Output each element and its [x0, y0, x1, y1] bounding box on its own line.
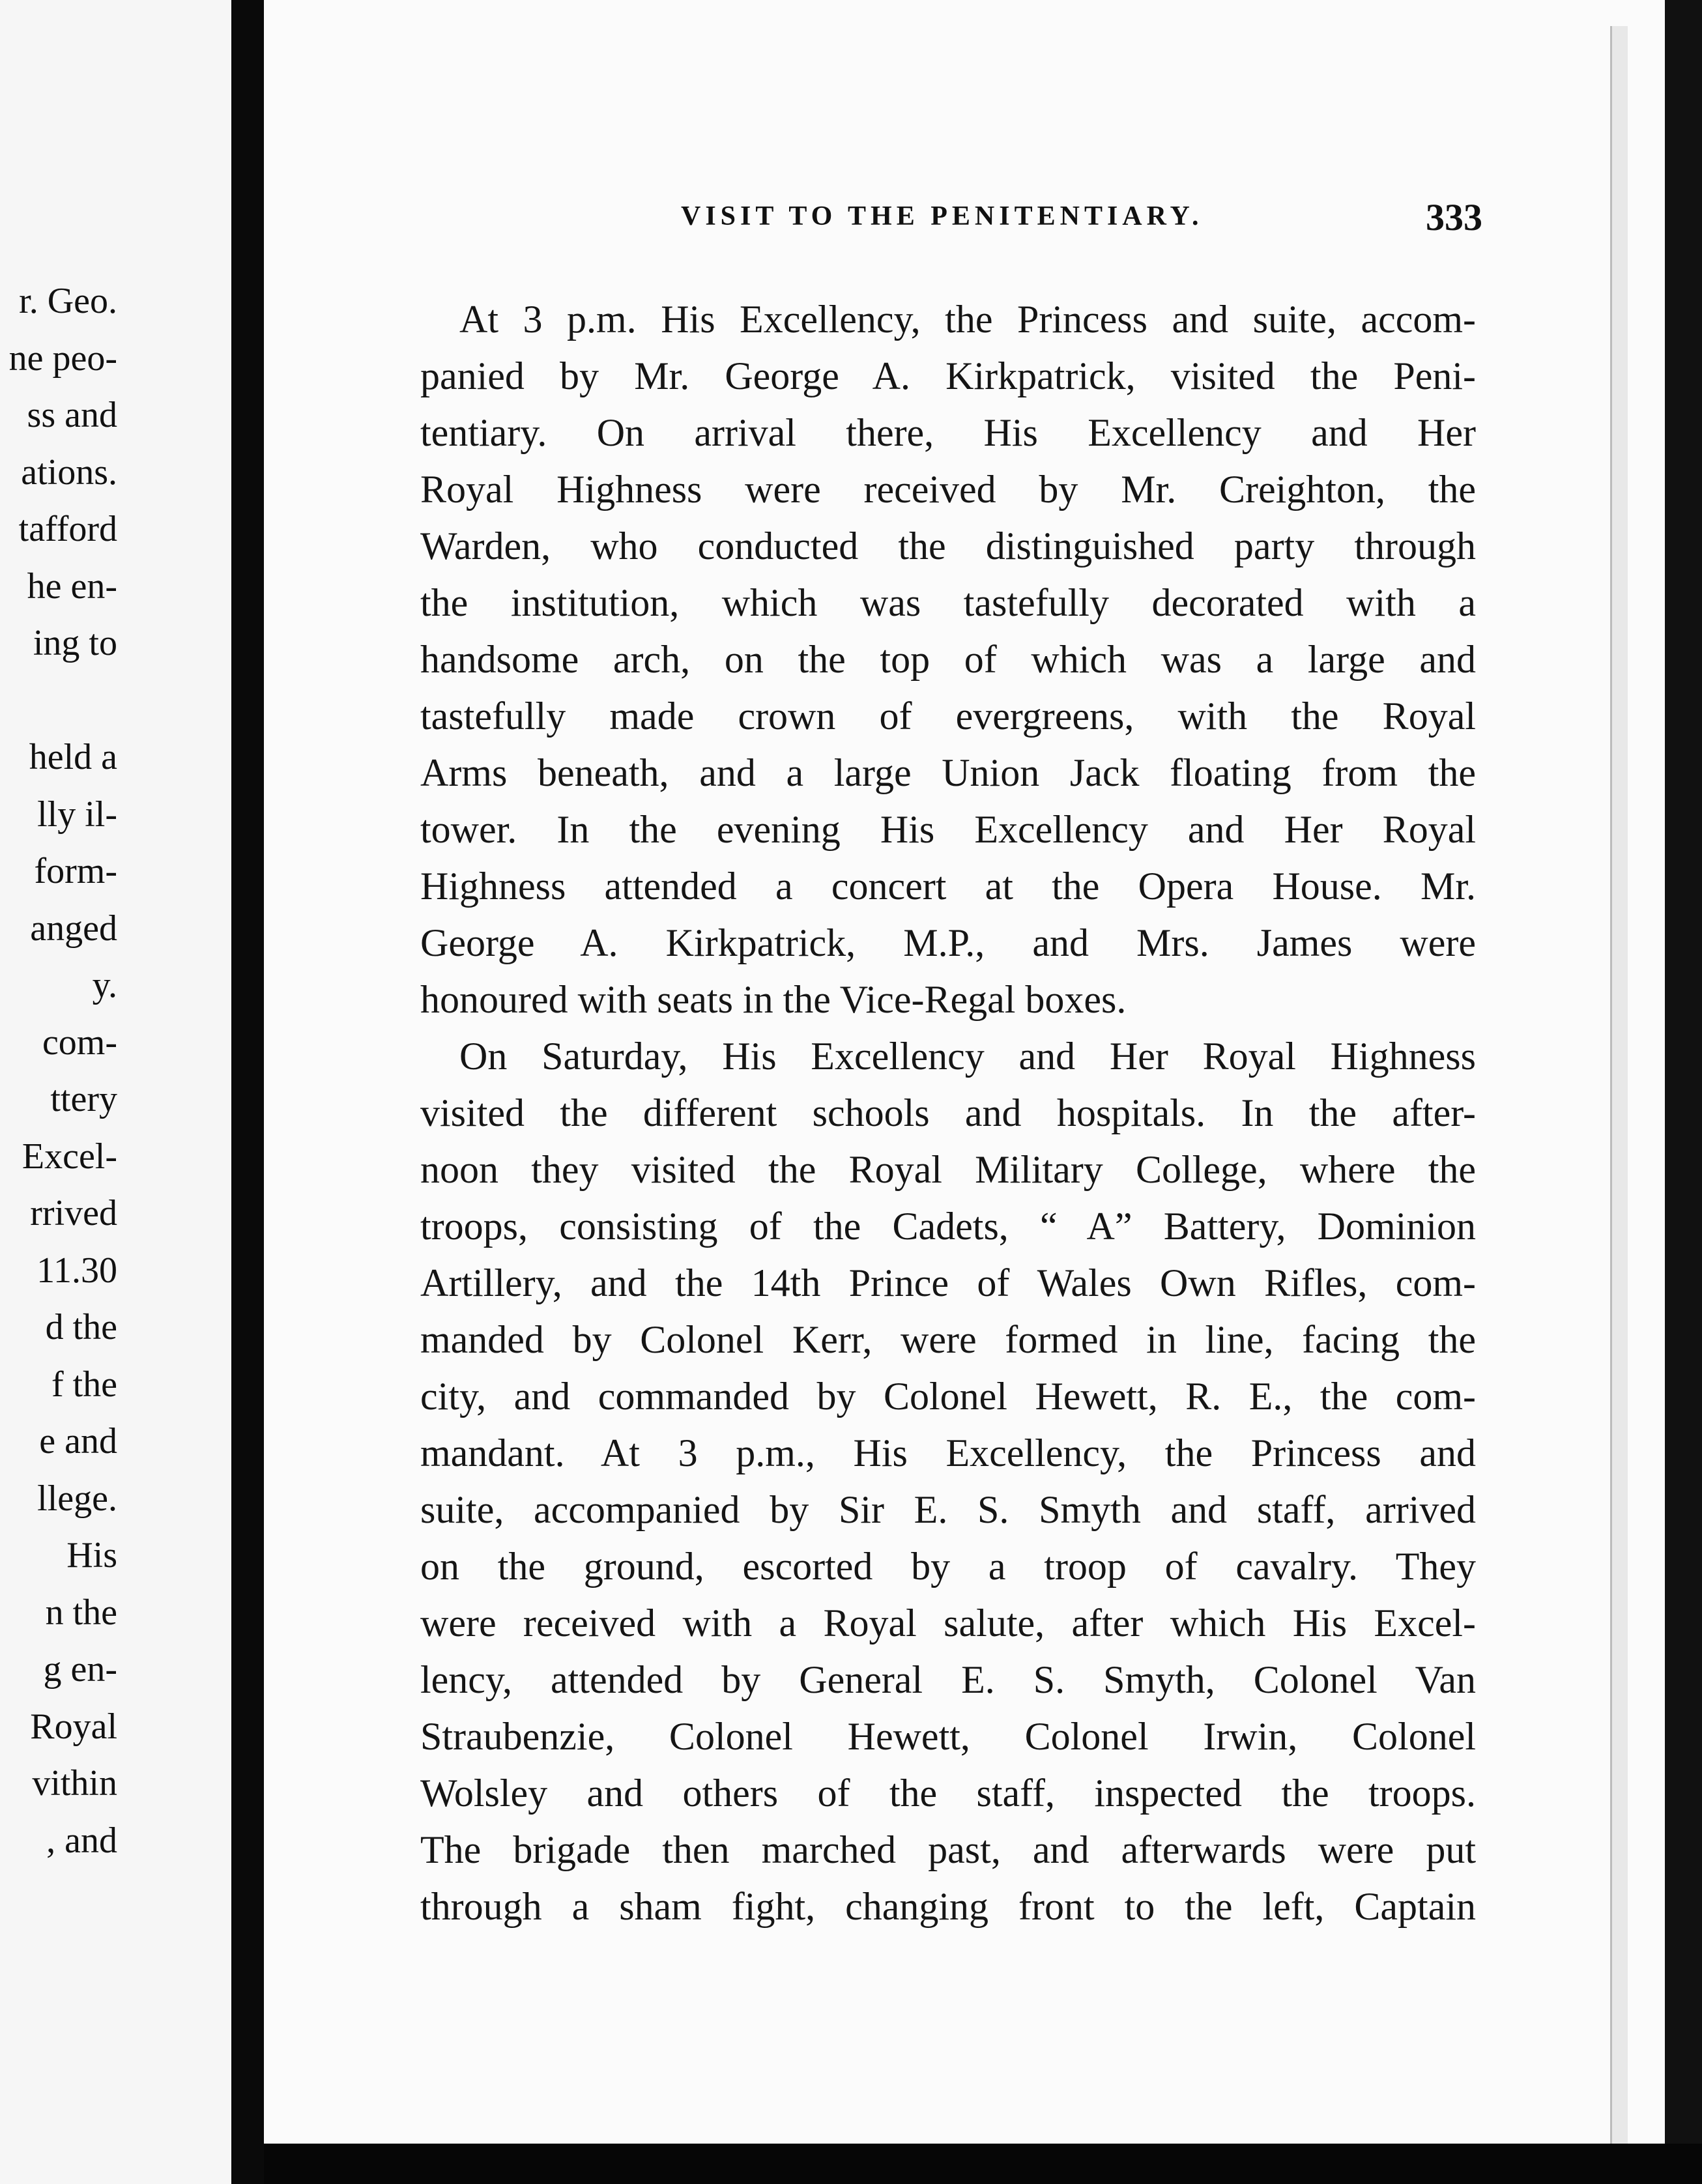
- text-line: panied by Mr. George A. Kirkpatrick, visited the Peni-: [420, 354, 1476, 397]
- left-line: Excel-: [22, 1136, 117, 1177]
- left-line: form-: [34, 851, 117, 891]
- left-line: , and: [46, 1820, 117, 1861]
- text-line: suite, accompanied by Sir E. S. Smyth and staff, arrived: [420, 1488, 1476, 1531]
- text-line: At 3 p.m. His Excellency, the Princess and suite, accom-: [459, 298, 1476, 341]
- left-line: e and: [39, 1421, 117, 1461]
- left-line: ss and: [27, 395, 117, 435]
- text-line: noon they visited the Royal Military College, where the: [420, 1148, 1476, 1191]
- left-line: held a: [29, 737, 117, 777]
- left-line: g en-: [43, 1649, 117, 1689]
- text-line: honoured with seats in the Vice-Regal boxes.: [420, 978, 1127, 1021]
- left-line: y.: [92, 965, 117, 1005]
- left-line: vithin: [32, 1763, 117, 1803]
- text-line: The brigade then marched past, and afterwards were put: [420, 1828, 1476, 1871]
- left-line: anged: [30, 908, 117, 949]
- text-line: troops, consisting of the Cadets, “ A” Battery, Dominion: [420, 1205, 1476, 1248]
- text-line: Artillery, and the 14th Prince of Wales Own Rifles, com-: [420, 1261, 1476, 1304]
- text-line: through a sham fight, changing front to the left, Captain: [420, 1885, 1476, 1928]
- text-line: manded by Colonel Kerr, were formed in line, facing the: [420, 1318, 1476, 1361]
- left-line: rrived: [30, 1193, 117, 1233]
- running-head: [420, 195, 1482, 248]
- left-line: n the: [45, 1592, 117, 1633]
- text-line: Wolsley and others of the staff, inspected the troops.: [420, 1772, 1476, 1815]
- text-line: Warden, who conducted the distinguished party through: [420, 524, 1476, 568]
- left-line: ations.: [21, 452, 117, 493]
- text-line: handsome arch, on the top of which was a large and: [420, 638, 1476, 681]
- left-line: ttery: [50, 1079, 117, 1119]
- text-line: city, and commanded by Colonel Hewett, R. E., the com-: [420, 1375, 1476, 1418]
- page-edge: [1610, 26, 1628, 2157]
- text-line: On Saturday, His Excellency and Her Royal Highness: [459, 1035, 1476, 1078]
- left-line: d the: [45, 1307, 117, 1347]
- book-gutter: [231, 0, 264, 2184]
- text-line: the institution, which was tastefully decorated with a: [420, 581, 1476, 624]
- text-line: lency, attended by General E. S. Smyth, Colonel Van: [420, 1658, 1476, 1701]
- left-line: ing to: [33, 623, 117, 663]
- text-line: on the ground, escorted by a troop of cavalry. They: [420, 1545, 1476, 1588]
- text-line: Highness attended a concert at the Opera House. Mr.: [420, 865, 1476, 908]
- left-line: Royal: [30, 1706, 117, 1747]
- left-line: r. Geo.: [19, 281, 117, 321]
- text-line: mandant. At 3 p.m., His Excellency, the Princess and: [420, 1431, 1476, 1474]
- text-line: visited the different schools and hospitals. In the after-: [420, 1091, 1476, 1134]
- text-line: George A. Kirkpatrick, M.P., and Mrs. James were: [420, 921, 1476, 964]
- text-line: tower. In the evening His Excellency and Her Royal: [420, 808, 1476, 851]
- text-line: were received with a Royal salute, after which His Excel-: [420, 1602, 1476, 1645]
- left-line: he en-: [27, 566, 117, 607]
- left-line: lly il-: [37, 794, 117, 835]
- text-line: Straubenzie, Colonel Hewett, Colonel Irwin, Colonel: [420, 1715, 1476, 1758]
- page-number: 333: [1426, 196, 1482, 238]
- text-line: tastefully made crown of evergreens, with the Royal: [420, 695, 1476, 738]
- left-line: 11.30: [36, 1250, 117, 1291]
- running-title: VISIT TO THE PENITENTIARY.: [681, 201, 1204, 231]
- scan-border-bottom: [264, 2144, 1702, 2184]
- left-line: f the: [51, 1364, 117, 1405]
- left-line: ne peo-: [8, 338, 117, 379]
- left-line: com-: [42, 1022, 117, 1063]
- text-line: Royal Highness were received by Mr. Creighton, the: [420, 468, 1476, 511]
- text-line: tentiary. On arrival there, His Excellency and Her: [420, 411, 1476, 454]
- text-line: Arms beneath, and a large Union Jack floating from the: [420, 751, 1476, 794]
- scan-border-right: [1665, 0, 1702, 2184]
- left-facing-page: [0, 0, 231, 2184]
- left-line: His: [66, 1535, 117, 1575]
- left-line: llege.: [37, 1478, 117, 1519]
- left-line: tafford: [18, 509, 117, 549]
